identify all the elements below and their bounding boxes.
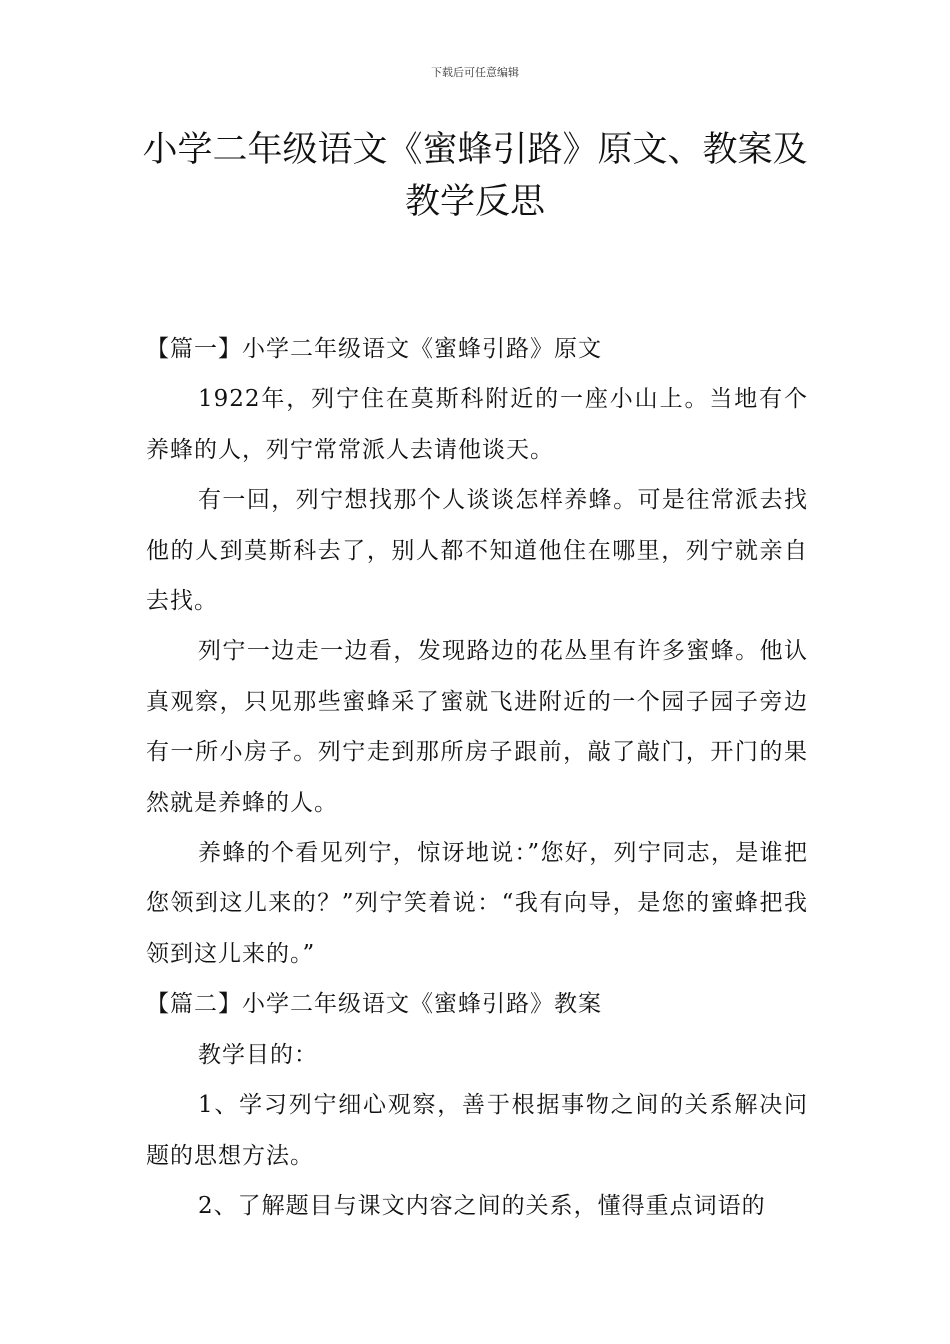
header-note: 下载后可任意编辑 bbox=[431, 66, 519, 79]
paragraph: 养蜂的个看见列宁，惊讶地说：”您好，列宁同志，是谁把您领到这儿来的？”列宁笑着说：“我有向导，是您的蜜蜂把我领到这儿来的。” bbox=[146, 840, 808, 967]
document-body bbox=[146, 324, 808, 1231]
paragraph: 1922年，列宁住在莫斯科附近的一座小山上。当地有个养蜂的人，列宁常常派人去请他谈天。 bbox=[146, 386, 808, 463]
section-heading: 【篇二】小学二年级语文《蜜蜂引路》教案 bbox=[146, 991, 602, 1018]
document-title: 小学二年级语文《蜜蜂引路》原文、教案及教学反思 bbox=[142, 130, 808, 222]
paragraph: 教学目的： bbox=[198, 1041, 318, 1068]
section-heading: 【篇一】小学二年级语文《蜜蜂引路》原文 bbox=[146, 336, 602, 362]
paragraph: 2、了解题目与课文内容之间的关系，懂得重点词语的 bbox=[198, 1192, 766, 1219]
paragraph: 有一回，列宁想找那个人谈谈怎样养蜂。可是往常派去找他的人到莫斯科去了，别人都不知道他住在哪里，列宁就亲自去找。 bbox=[146, 487, 808, 615]
paragraph: 1、学习列宁细心观察，善于根据事物之间的关系解决问题的思想方法。 bbox=[146, 1092, 808, 1169]
paragraph: 列宁一边走一边看，发现路边的花丛里有许多蜜蜂。他认真观察，只见那些蜜蜂采了蜜就飞进附近的一个园子园子旁边有一所小房子。列宁走到那所房子跟前，敲了敲门，开门的果然就是养蜂的人。 bbox=[146, 638, 808, 816]
